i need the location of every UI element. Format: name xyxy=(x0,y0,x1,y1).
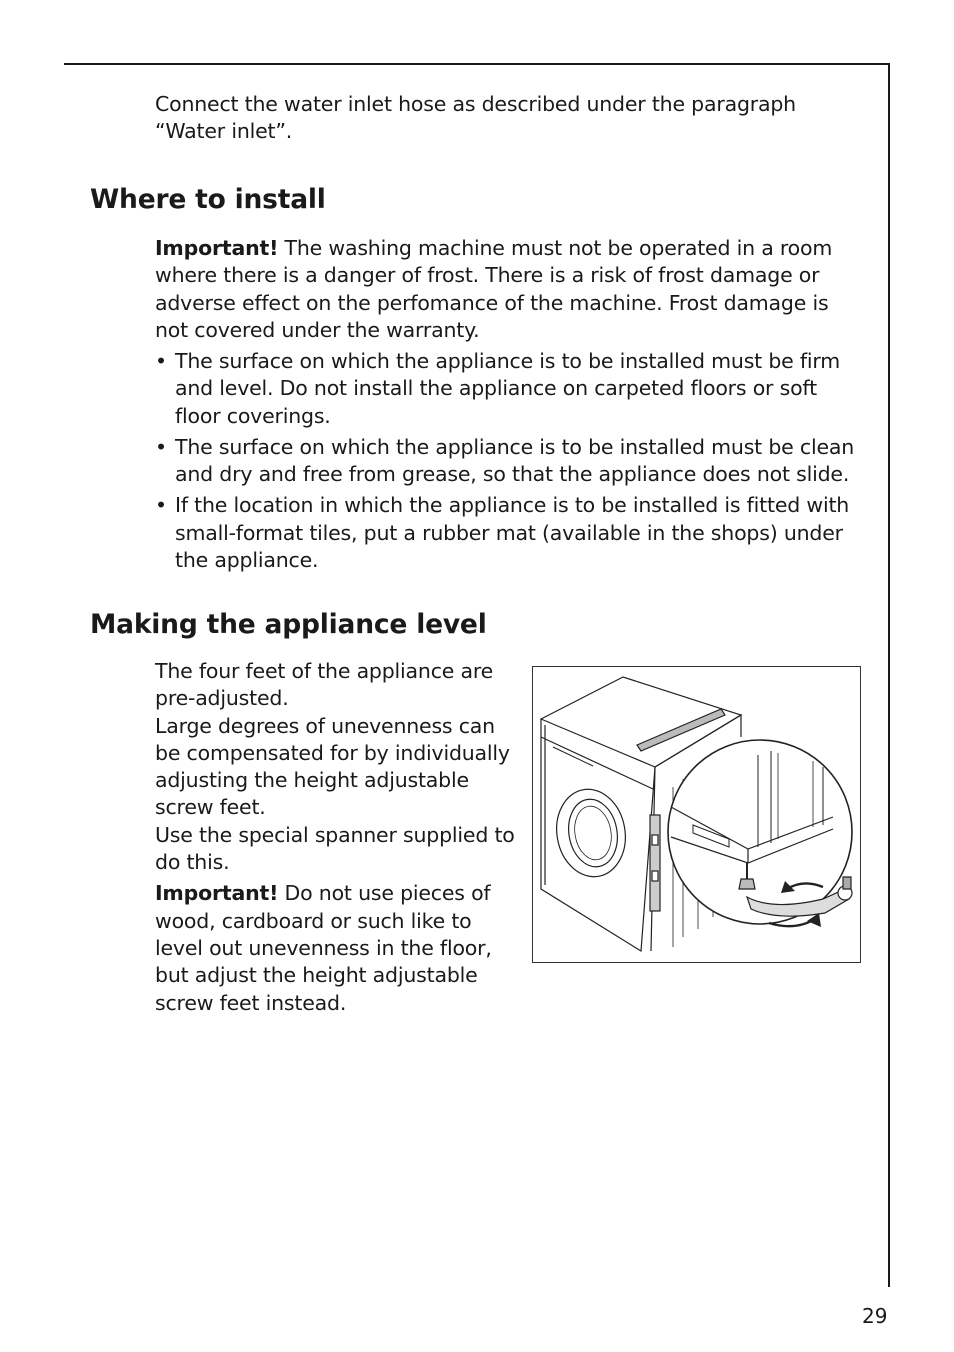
frost-warning-paragraph xyxy=(155,235,865,344)
important-label: Important! xyxy=(155,881,279,906)
unevenness-paragraph: Large degrees of unevenness can be compensated for by individually adjusting the height adjustable screw feet. xyxy=(155,713,510,820)
feet-preadjusted-paragraph: The four feet of the appliance are pre-adjusted. xyxy=(155,659,494,711)
where-to-install-heading: Where to install xyxy=(90,184,326,215)
leveling-illustration-drawing xyxy=(533,667,860,962)
page-number: 29 xyxy=(862,1304,888,1328)
leveling-text-column xyxy=(155,658,521,1017)
install-requirements-list xyxy=(155,348,865,578)
making-level-heading: Making the appliance level xyxy=(90,609,487,640)
top-rule xyxy=(64,63,890,65)
intro-paragraph: Connect the water inlet hose as described under the paragraph “Water inlet”. xyxy=(155,92,796,144)
leveling-warning-paragraph xyxy=(155,880,521,1016)
list-item: • If the location in which the appliance is to be installed is fitted with small-format tiles, put a rubber mat (available in the shops) under the appliance. xyxy=(155,492,865,574)
important-label: Important! xyxy=(155,236,279,260)
list-item: • The surface on which the appliance is to be installed must be firm and level. Do not install the appliance on carpeted floors or soft floor coverings. xyxy=(155,348,865,430)
list-item: • The surface on which the appliance is to be installed must be clean and dry and free from grease, so that the appliance does not slide. xyxy=(155,434,865,489)
frost-warning-text: The washing machine must not be operated in a room where there is a danger of frost. There is a risk of frost damage or adverse effect on the perfomance of the machine. Frost damage is not covered under the warranty. xyxy=(155,236,833,342)
right-rule xyxy=(888,63,890,1287)
spanner-paragraph: Use the special spanner supplied to do this. xyxy=(155,822,515,875)
washing-machine-leveling-illustration xyxy=(532,666,861,963)
leveling-warning-text: Do not use pieces of wood, cardboard or such like to level out unevenness in the floor, but adjust the height adjustable screw feet instead. xyxy=(155,881,492,1015)
